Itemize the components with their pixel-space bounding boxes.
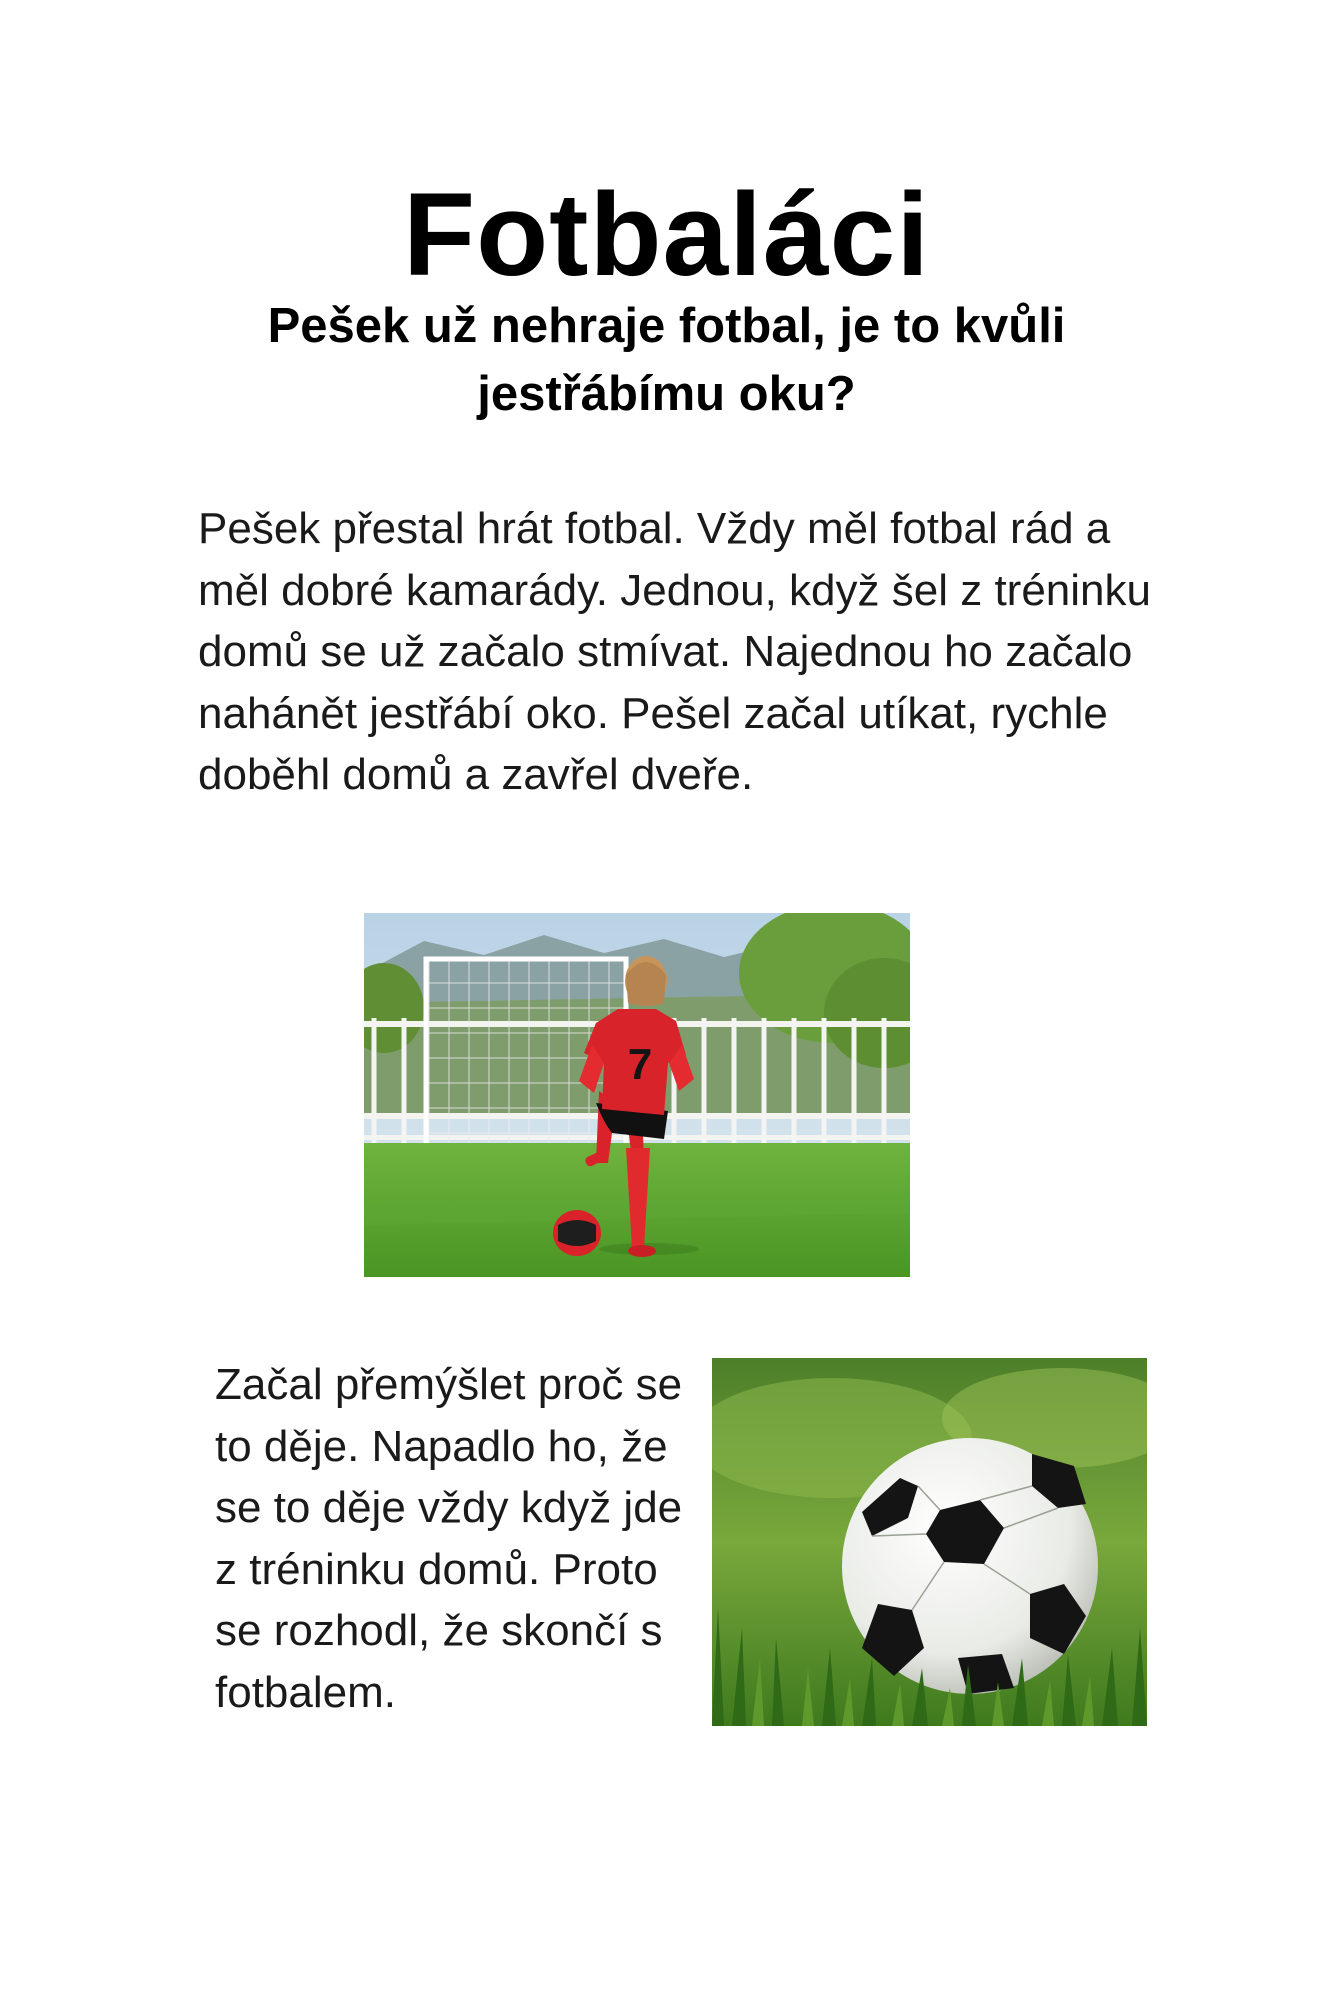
paragraph-intro: Pešek přestal hrát fotbal. Vždy měl fotbal rád a měl dobré kamarády. Jednou, když šel z tréninku domů se už začalo stmívat. Najednou ho začalo nahánět jestřábí oko. Pešel začal utíkat, rychle doběhl domů a zavřel dveře. <box>198 504 1151 799</box>
paragraph-decision: Začal přemýšlet proč se to děje. Napadlo ho, že se to děje vždy když jde z tréninku domů. Proto se rozhodl, že skončí s fotbalem. <box>215 1360 683 1717</box>
jersey-number: 7 <box>627 1040 653 1089</box>
photo-football-in-grass <box>712 1358 1147 1726</box>
page-subtitle: Pešek už nehraje fotbal, je to kvůli jestřábímu oku? <box>267 299 1066 421</box>
photo-boy-with-ball <box>364 913 910 1277</box>
page-title: Fotbaláci <box>403 169 930 301</box>
